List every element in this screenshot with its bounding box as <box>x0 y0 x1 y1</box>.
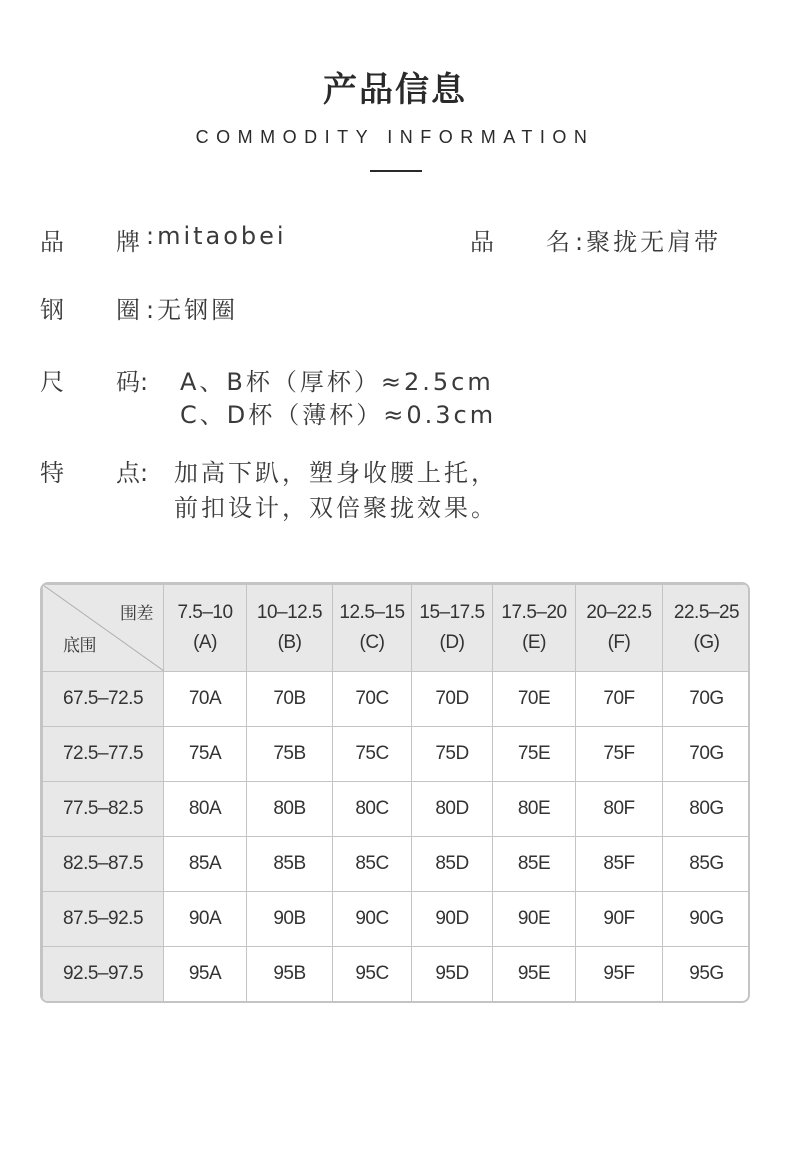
table-cell: 70B <box>247 672 333 727</box>
table-cell: 80F <box>576 782 663 837</box>
column-cup: (G) <box>693 632 720 653</box>
table-cell: 95D <box>412 947 493 1002</box>
table-cell: 90D <box>412 892 493 947</box>
row-band-size: 82.5–87.5 <box>43 837 164 892</box>
table-cell: 85C <box>333 837 412 892</box>
table-row <box>43 672 751 727</box>
wire-label-char-2: 圈 <box>116 296 140 324</box>
column-range: 20–22.5 <box>586 602 652 623</box>
table-cell: 90C <box>333 892 412 947</box>
column-range: 17.5–20 <box>501 602 567 623</box>
table-corner-cell <box>43 585 164 672</box>
table-cell: 95G <box>663 947 751 1002</box>
table-cell: 75C <box>333 727 412 782</box>
table-cell: 70C <box>333 672 412 727</box>
feature-line-1: 加高下趴，塑身收腰上托， <box>174 459 498 487</box>
table-cell: 75D <box>412 727 493 782</box>
table-cell: 80B <box>247 782 333 837</box>
column-header-c <box>333 585 412 672</box>
table-cell: 85D <box>412 837 493 892</box>
table-cell: 75F <box>576 727 663 782</box>
name-label-char-2: 名 <box>546 228 570 256</box>
table-cell: 70G <box>663 727 751 782</box>
brand-label-char-1: 品 <box>40 228 64 256</box>
corner-top-label: 围差 <box>120 604 153 624</box>
table-cell: 80C <box>333 782 412 837</box>
table-cell: 80G <box>663 782 751 837</box>
table-cell: 70E <box>493 672 576 727</box>
row-band-size: 77.5–82.5 <box>43 782 164 837</box>
name-value: :聚拢无肩带 <box>575 228 722 256</box>
title-divider <box>370 170 422 172</box>
table-cell: 80D <box>412 782 493 837</box>
name-label-char-1: 品 <box>470 228 494 256</box>
size-label-char-2: 码: <box>116 368 149 396</box>
page-subtitle: COMMODITY INFORMATION <box>195 127 595 147</box>
row-band-size: 72.5–77.5 <box>43 727 164 782</box>
table-cell: 70D <box>412 672 493 727</box>
column-cup: (C) <box>359 632 385 653</box>
table-cell: 75B <box>247 727 333 782</box>
table-row <box>43 892 751 947</box>
table-cell: 95E <box>493 947 576 1002</box>
column-range: 22.5–25 <box>673 602 740 623</box>
column-header-a <box>164 585 247 672</box>
table-cell: 95A <box>164 947 247 1002</box>
table-cell: 85E <box>493 837 576 892</box>
table-cell: 70F <box>576 672 663 727</box>
column-header-b <box>247 585 333 672</box>
table-cell: 90F <box>576 892 663 947</box>
table-cell: 90B <box>247 892 333 947</box>
column-cup: (E) <box>522 632 546 653</box>
table-cell: 95B <box>247 947 333 1002</box>
column-cup: (D) <box>439 632 465 653</box>
size-line-2: C、D杯（薄杯）≈0.3cm <box>180 401 497 429</box>
column-header-g <box>663 585 751 672</box>
table-cell: 80A <box>164 782 247 837</box>
corner-bottom-label: 底围 <box>63 636 96 656</box>
column-header-e <box>493 585 576 672</box>
row-band-size: 87.5–92.5 <box>43 892 164 947</box>
feature-label-char-2: 点: <box>116 459 149 487</box>
brand-label-char-2: 牌 <box>116 228 140 256</box>
table-row <box>43 782 751 837</box>
table-cell: 85B <box>247 837 333 892</box>
column-range: 15–17.5 <box>419 602 485 623</box>
table-cell: 85A <box>164 837 247 892</box>
feature-line-2: 前扣设计，双倍聚拢效果。 <box>174 494 498 522</box>
column-cup: (A) <box>193 632 217 653</box>
size-line-1: A、B杯（厚杯）≈2.5cm <box>180 368 494 396</box>
row-band-size: 92.5–97.5 <box>43 947 164 1002</box>
size-table <box>40 582 750 1003</box>
column-range: 12.5–15 <box>339 602 405 623</box>
table-cell: 70G <box>663 672 751 727</box>
column-range: 10–12.5 <box>256 602 323 623</box>
table-cell: 90A <box>164 892 247 947</box>
table-cell: 90G <box>663 892 751 947</box>
table-cell: 75E <box>493 727 576 782</box>
page-title: 产品信息 <box>323 70 467 110</box>
wire-label-char-1: 钢 <box>40 296 64 324</box>
column-cup: (B) <box>277 632 302 653</box>
column-range: 7.5–10 <box>177 602 233 623</box>
table-row <box>43 947 751 1002</box>
brand-value: :mitaobei <box>146 222 287 250</box>
table-cell: 85F <box>576 837 663 892</box>
table-cell: 75A <box>164 727 247 782</box>
table-cell: 95F <box>576 947 663 1002</box>
table-row <box>43 837 751 892</box>
size-label-char-1: 尺 <box>40 368 64 396</box>
row-band-size: 67.5–72.5 <box>43 672 164 727</box>
table-header-row <box>43 585 751 672</box>
table-cell: 90E <box>493 892 576 947</box>
table-cell: 85G <box>663 837 751 892</box>
column-cup: (F) <box>607 632 631 653</box>
column-header-f <box>576 585 663 672</box>
table-cell: 70A <box>164 672 247 727</box>
column-header-d <box>412 585 493 672</box>
feature-label-char-1: 特 <box>40 459 64 487</box>
table-cell: 80E <box>493 782 576 837</box>
wire-value: :无钢圈 <box>146 296 239 324</box>
table-cell: 95C <box>333 947 412 1002</box>
table-row <box>43 727 751 782</box>
